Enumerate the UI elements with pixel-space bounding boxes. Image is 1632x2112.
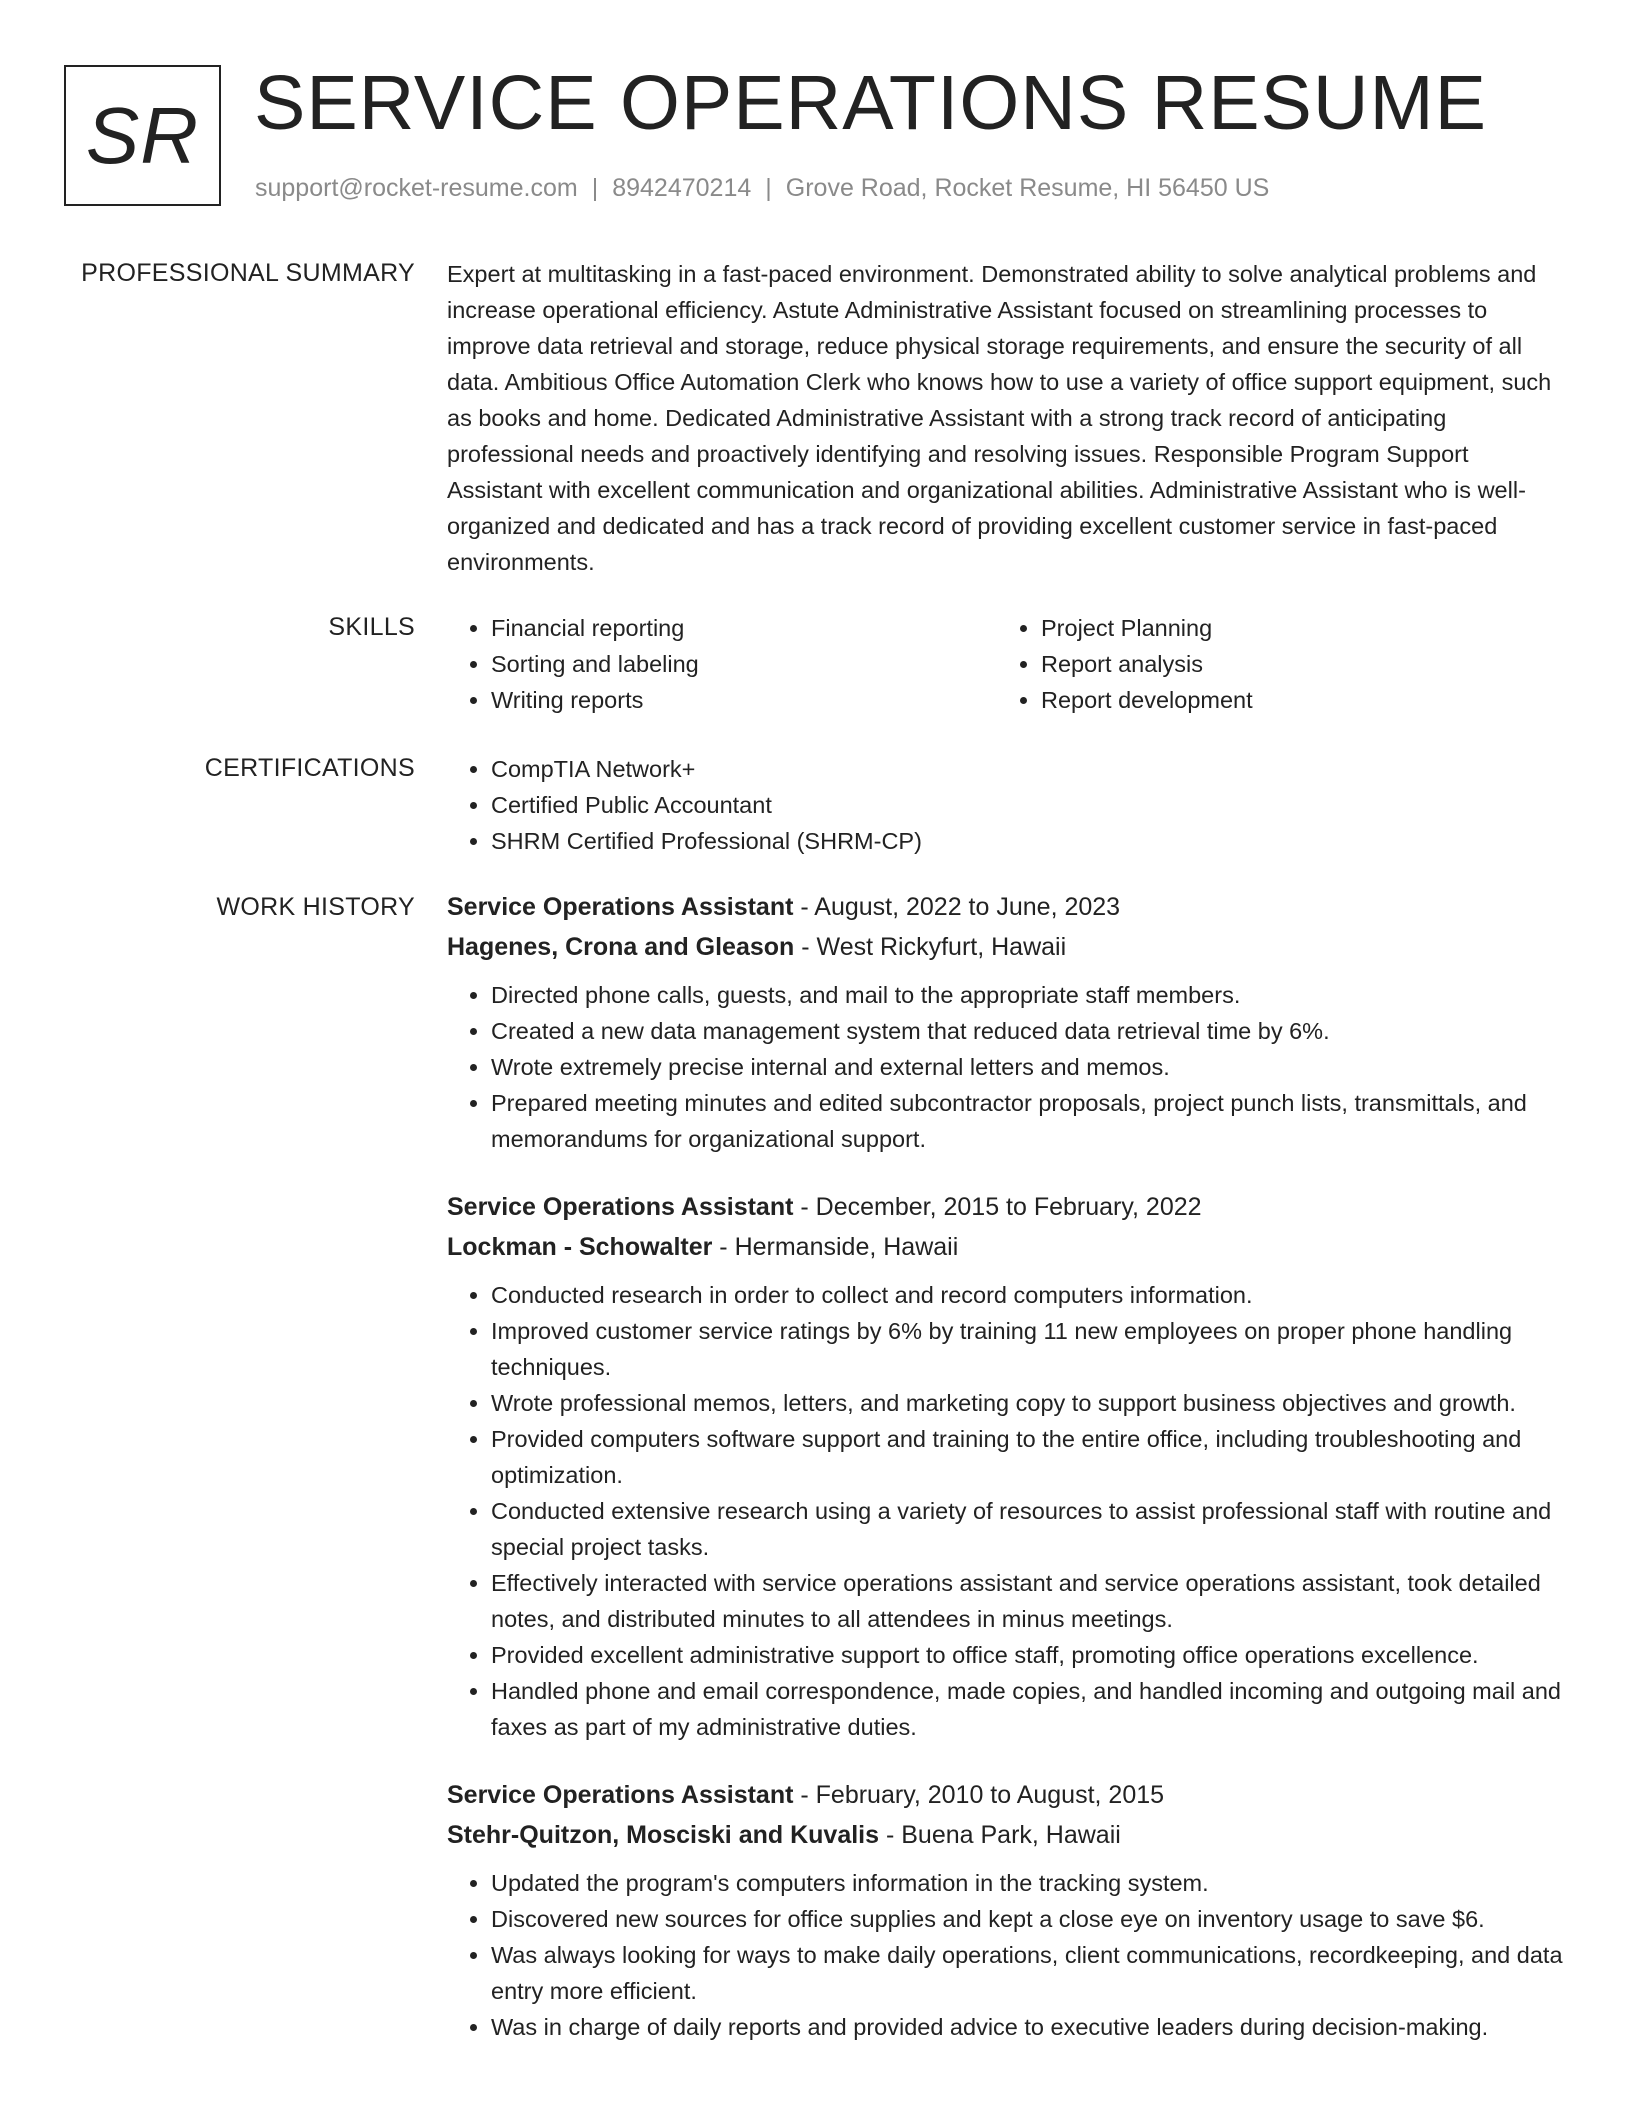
certifications-list [447,751,1567,859]
job-bullet: • Conducted extensive research using a variety of resources to assist professional staff with routine and special project tasks. [491,1493,1567,1565]
monogram-logo: SR [64,65,221,206]
job-bullets [447,1865,1567,2045]
job-bullet: • Effectively interacted with service operations assistant and service operations assistant, took detailed notes, and distributed minutes to all attendees in minus meetings. [491,1565,1567,1637]
certifications-label: CERTIFICATIONS [204,754,415,782]
job-bullet: • Prepared meeting minutes and edited subcontractor proposals, project punch lists, transmittals, and memorandums for organizational support. [491,1085,1567,1157]
job-title: Service Operations Assistant [447,893,794,921]
certification-item: • CompTIA Network+ [491,751,1567,787]
job-title-line [447,887,1567,927]
skills-label: SKILLS [328,613,415,641]
work-history-label: WORK HISTORY [216,893,415,921]
job-company: Hagenes, Crona and Gleason [447,933,795,961]
job-company: Lockman - Schowalter [447,1233,713,1261]
job-bullet: • Conducted research in order to collect and record computers information. [491,1277,1567,1313]
job-title-line [447,1775,1567,1815]
job-company-line [447,927,1567,967]
job-title: Service Operations Assistant [447,1193,794,1221]
contact-address: Grove Road, Rocket Resume, HI 56450 US [785,174,1270,202]
job-location: - Hermanside, Hawaii [712,1233,959,1261]
job-entry [447,1187,1567,1745]
skill-item: • Writing reports [491,682,1041,718]
job-dates: - December, 2015 to February, 2022 [793,1193,1202,1221]
job-bullet: • Provided excellent administrative support to office staff, promoting office operations excellence. [491,1637,1567,1673]
certification-item: • Certified Public Accountant [491,787,1567,823]
job-bullet: • Discovered new sources for office supplies and kept a close eye on inventory usage to save $6. [491,1901,1567,1937]
job-bullet: • Directed phone calls, guests, and mail to the appropriate staff members. [491,977,1567,1013]
job-bullet: • Wrote extremely precise internal and external letters and memos. [491,1049,1567,1085]
job-bullet: • Provided computers software support and training to the entire office, including troubleshooting and optimization. [491,1421,1567,1493]
job-bullet: • Was always looking for ways to make daily operations, client communications, recordkeeping, and data entry more efficient. [491,1937,1567,2009]
job-location: - Buena Park, Hawaii [879,1821,1121,1849]
job-entry [447,1775,1567,2045]
job-title: Service Operations Assistant [447,1781,794,1809]
contact-separator: | [591,174,599,202]
skills-grid [447,610,1567,718]
contact-line [255,174,1269,203]
job-dates: - August, 2022 to June, 2023 [793,893,1121,921]
certifications-ul [447,751,1567,859]
job-bullets [447,1277,1567,1745]
job-bullet: • Created a new data management system that reduced data retrieval time by 6%. [491,1013,1567,1049]
contact-email: support@rocket-resume.com [255,174,578,202]
job-company-line [447,1227,1567,1267]
contact-phone: 8942470214 [612,174,752,202]
certification-item: • SHRM Certified Professional (SHRM-CP) [491,823,1567,859]
job-entry [447,887,1567,1157]
job-company-line [447,1815,1567,1855]
summary-label: PROFESSIONAL SUMMARY [81,259,415,287]
work-history-list [447,887,1567,2075]
summary-text: Expert at multitasking in a fast-paced environment. Demonstrated ability to solve analytical problems and increase operational efficiency. Astute Administrative Assistant focused on streamlining processes to improve data retrieval and storage, reduce physical storage requirements, and ensure the security of all data. Ambitious Office Automation Clerk who knows how to use a variety of office support equipment, such as books and home. Dedicated Administrative Assistant with a strong track record of anticipating professional needs and proactively identifying and resolving issues. Responsible Program Support Assistant with excellent communication and organizational abilities. Administrative Assistant who is well-organized and dedicated and has a track record of providing excellent customer service in fast-paced environments. [447,261,1552,575]
skill-item: • Sorting and labeling [491,646,1041,682]
skills-list [447,610,1567,718]
job-bullets [447,977,1567,1157]
skill-item: • Financial reporting [491,610,1041,646]
job-bullet: • Handled phone and email correspondence, made copies, and handled incoming and outgoing mail and faxes as part of my administrative duties. [491,1673,1567,1745]
job-bullet: • Updated the program's computers information in the tracking system. [491,1865,1567,1901]
contact-separator: | [765,174,772,202]
job-company: Stehr-Quitzon, Mosciski and Kuvalis [447,1821,880,1849]
resume-header [64,60,1584,215]
skill-item: • Report development [1041,682,1591,718]
skill-item: • Report analysis [1041,646,1591,682]
job-bullet: • Wrote professional memos, letters, and marketing copy to support business objectives and growth. [491,1385,1567,1421]
skill-item: • Project Planning [1041,610,1591,646]
job-dates: - February, 2010 to August, 2015 [793,1781,1165,1809]
job-bullet: • Improved customer service ratings by 6% by training 11 new employees on proper phone handling techniques. [491,1313,1567,1385]
job-location: - West Rickyfurt, Hawaii [794,933,1067,961]
job-bullet: • Was in charge of daily reports and provided advice to executive leaders during decision-making. [491,2009,1567,2045]
page-title: SERVICE OPERATIONS RESUME [254,60,1488,146]
job-title-line [447,1187,1567,1227]
